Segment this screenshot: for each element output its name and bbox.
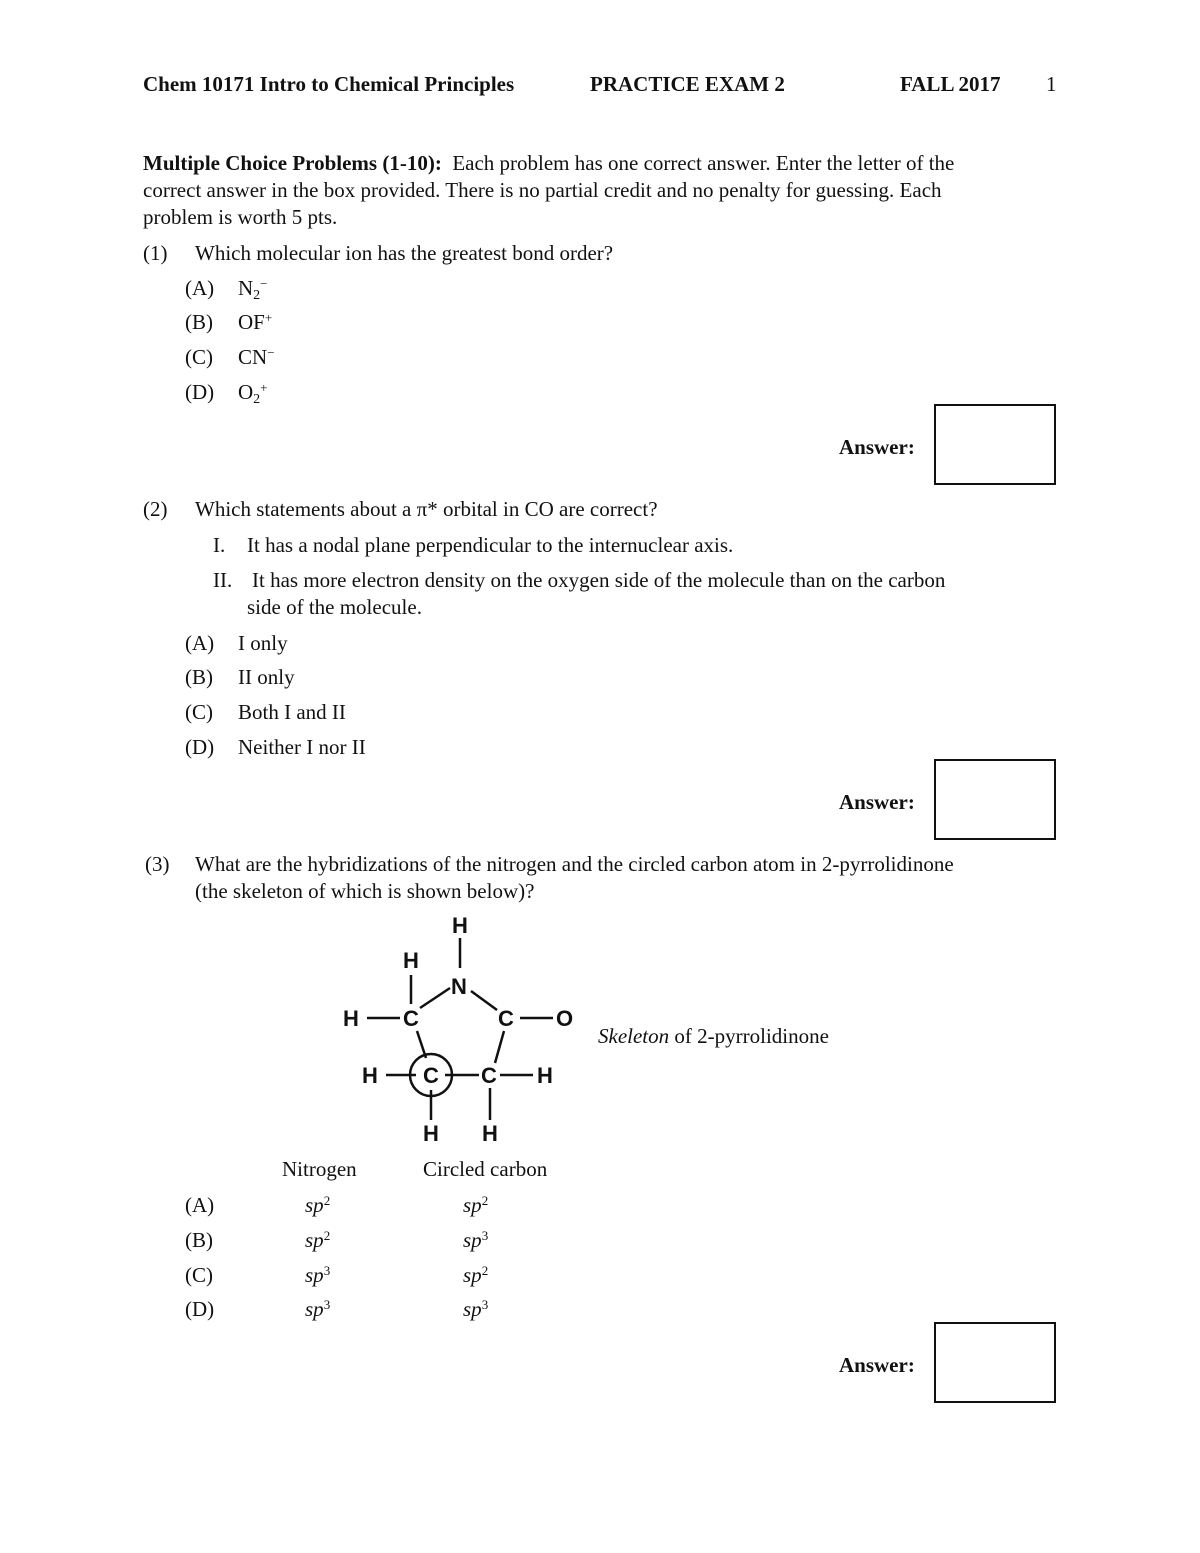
skeleton-caption (598, 1024, 829, 1049)
atom-c4: C (403, 1006, 419, 1031)
hyb-base: sp (463, 1297, 482, 1321)
q3-option-a-nitrogen (305, 1193, 330, 1218)
atom-h-top: H (452, 913, 468, 938)
atom-c2: C (481, 1063, 497, 1088)
bond-n-c1 (471, 991, 497, 1010)
q3-number: (3) (145, 852, 170, 876)
bond-c1-c2 (495, 1031, 504, 1063)
col-header-nitrogen: Nitrogen (282, 1157, 357, 1181)
hyb-sup: 2 (481, 1263, 489, 1278)
bond-c4-n (420, 988, 450, 1008)
atom-o: O (556, 1006, 574, 1031)
q2-statement-1-text: It has a nodal plane perpendicular to the internuclear axis. (247, 533, 734, 557)
col-header-circled-carbon: Circled carbon (423, 1157, 548, 1181)
q3-answer-label: Answer: (839, 1353, 915, 1377)
formula-charge: − (267, 345, 275, 360)
q2-option-c-letter: (C) (185, 700, 213, 724)
q3-option-c-nitrogen (305, 1263, 330, 1288)
q2-option-a-letter: (A) (185, 631, 215, 655)
course-title: Chem 10171 Intro to Chemical Principles (143, 72, 515, 96)
q2-option-b-text: II only (238, 665, 295, 689)
q3-option-d-carbon (463, 1297, 488, 1322)
hyb-base: sp (463, 1228, 482, 1252)
atom-h-c3-down: H (423, 1121, 439, 1146)
formula-base: OF (238, 310, 265, 334)
q2-statement-2-text: It has more electron density on the oxygen side of the molecule than on the carbon (252, 568, 946, 592)
page-number: 1 (1046, 72, 1057, 96)
option-letter: (C) (185, 345, 213, 369)
q1-answer-label: Answer: (839, 435, 915, 459)
q3-option-a-carbon (463, 1193, 488, 1218)
hyb-sup: 3 (481, 1297, 489, 1312)
formula-subscript: 2 (253, 288, 261, 303)
atom-h-left: H (343, 1006, 359, 1031)
q3-text-line-2: (the skeleton of which is shown below)? (195, 879, 535, 903)
hyb-sup: 3 (481, 1228, 489, 1243)
formula-charge: + (260, 380, 268, 395)
hyb-sup: 2 (323, 1193, 331, 1208)
q3-option-c-carbon (463, 1263, 488, 1288)
atom-h-c3-left: H (362, 1063, 378, 1088)
atom-h-c2-right: H (537, 1063, 553, 1088)
formula-subscript: 2 (253, 392, 261, 407)
q3-option-c-letter: (C) (185, 1263, 213, 1287)
q2-number: (2) (143, 497, 168, 521)
q3-option-a-letter: (A) (185, 1193, 215, 1217)
intro-line-2: correct answer in the box provided. There is no partial credit and no penalty for guessing. Each (143, 178, 942, 202)
hyb-base: sp (463, 1263, 482, 1287)
formula-base: O (238, 380, 254, 404)
formula-base: CN (238, 345, 268, 369)
exam-term: FALL 2017 (900, 72, 1001, 96)
q3-option-d-letter: (D) (185, 1297, 215, 1321)
q1-text: Which molecular ion has the greatest bond order? (195, 241, 614, 265)
q2-answer-label: Answer: (839, 790, 915, 814)
q1-number: (1) (143, 241, 168, 265)
q2-statement-2-text-cont: side of the molecule. (247, 595, 422, 619)
q2-option-a-text: I only (238, 631, 288, 655)
hyb-sup: 3 (323, 1263, 331, 1278)
q3-text-line-1: What are the hybridizations of the nitrogen and the circled carbon atom in 2-pyrrolidinone (195, 852, 954, 876)
q3-option-b-nitrogen (305, 1228, 330, 1253)
formula-charge: + (264, 310, 273, 325)
hyb-base: sp (305, 1263, 324, 1287)
atom-h-c2-down: H (482, 1121, 498, 1146)
hyb-base: sp (305, 1228, 324, 1252)
hyb-base: sp (305, 1297, 324, 1321)
q2-option-d-text: Neither I nor II (238, 735, 366, 759)
option-letter: (B) (185, 310, 213, 334)
intro-line-3: problem is worth 5 pts. (143, 205, 338, 229)
q2-statement-1-num: I. (213, 533, 226, 557)
intro-heading: Multiple Choice Problems (1-10): (143, 151, 442, 175)
atom-n: N (451, 974, 467, 999)
option-letter: (A) (185, 276, 215, 300)
caption-italic: Skeleton (598, 1024, 670, 1048)
q3-option-b-carbon (463, 1228, 488, 1253)
q2-option-b-letter: (B) (185, 665, 213, 689)
hyb-sup: 2 (481, 1193, 489, 1208)
q3-answer-box[interactable] (934, 1322, 1056, 1403)
q2-text: Which statements about a π* orbital in CO are correct? (195, 497, 658, 521)
formula-charge: − (260, 276, 268, 291)
exam-title: PRACTICE EXAM 2 (590, 72, 785, 96)
q2-option-d-letter: (D) (185, 735, 215, 759)
atom-c3-circled: C (423, 1063, 439, 1088)
caption-rest: of 2-pyrrolidinone (669, 1024, 829, 1048)
intro-text-1: Each problem has one correct answer. Enter the letter of the (452, 151, 955, 175)
hyb-base: sp (305, 1193, 324, 1217)
hyb-sup: 2 (323, 1228, 331, 1243)
hyb-sup: 3 (323, 1297, 331, 1312)
atom-h-c4-top: H (403, 948, 419, 973)
formula-base: N (238, 276, 254, 300)
hyb-base: sp (463, 1193, 482, 1217)
q3-option-d-nitrogen (305, 1297, 330, 1322)
q3-option-b-letter: (B) (185, 1228, 213, 1252)
q2-option-c-text: Both I and II (238, 700, 346, 724)
option-letter: (D) (185, 380, 215, 404)
q2-statement-2-num: II. (213, 568, 233, 592)
atom-c1: C (498, 1006, 514, 1031)
